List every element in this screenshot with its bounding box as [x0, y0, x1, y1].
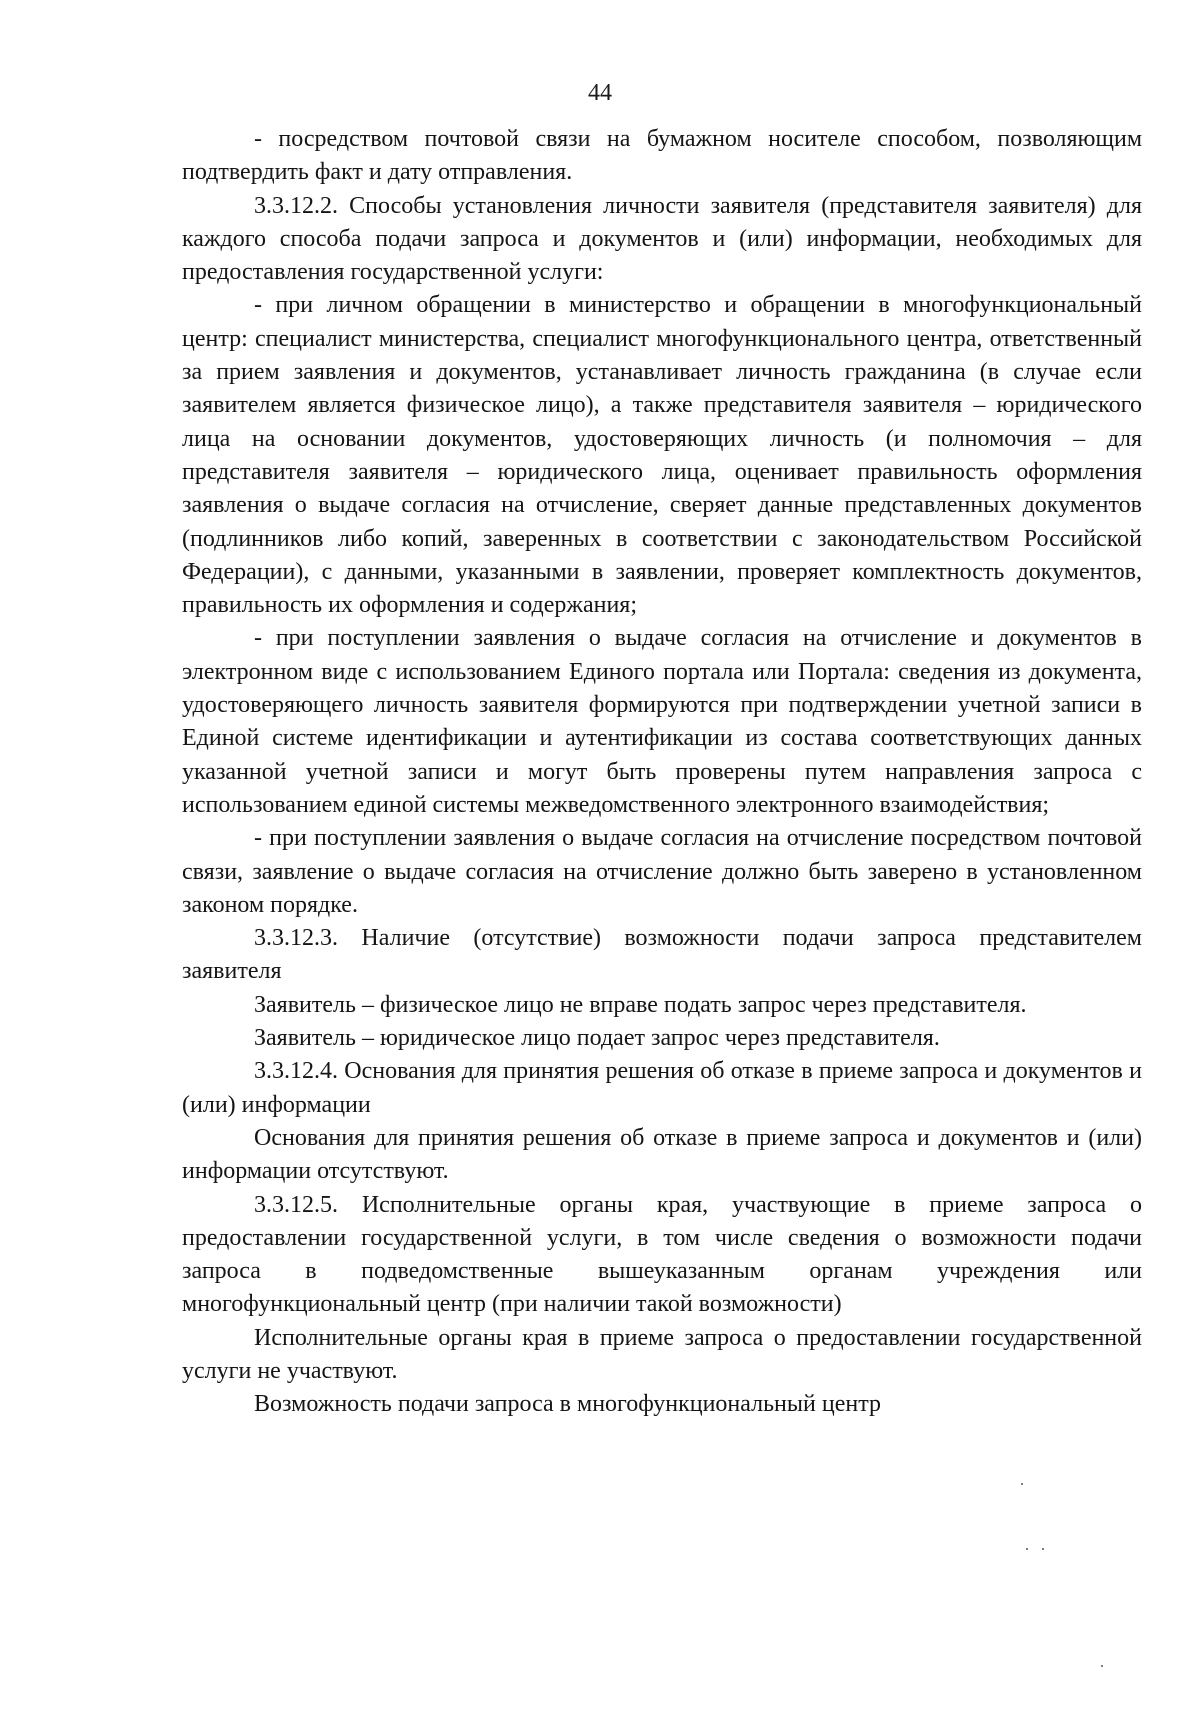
scan-speck: [1101, 1665, 1103, 1667]
paragraph-electronic-submission: - при поступлении заявления о выдаче согласия на отчисление и документов в электронном виде с использованием Единого портала или Портала: сведения из документа, удостоверяющего личность заявителя формируются при подтверждении учетной записи в Единой системе идентификации и аутентификации из состава соответствующих данных указанной учетной записи и могут быть проверены путем направления запроса с использованием единой системы межведомственного электронного взаимодействия;: [182, 625, 1142, 818]
page-number: 44: [588, 80, 612, 106]
paragraph-3-3-12-2: 3.3.12.2. Способы установления личности заявителя (представителя заявителя) для каждого способа подачи запроса и документов и (или) информации, необходимых для предоставления государственной услуги:: [182, 192, 1142, 286]
paragraph-mfc-possibility: Возможность подачи запроса в многофункциональный центр: [254, 1391, 881, 1418]
scan-speck: [1021, 1483, 1023, 1485]
paragraph-no-refusal-grounds: Основания для принятия решения об отказе в приеме запроса и документов и (или) информации отсутствуют.: [182, 1124, 1142, 1185]
scan-speck: [1026, 1548, 1028, 1550]
scan-speck: [1042, 1548, 1044, 1550]
paragraph-3-3-12-5: 3.3.12.5. Исполнительные органы края, участвующие в приеме запроса о предоставлении государственной услуги, в том числе сведения о возможности подачи запроса в подведомственные вышеуказанным органам учреждения или многофункциональный центр (при наличии такой возможности): [182, 1191, 1142, 1318]
paragraph-legal-entity-applicant: Заявитель – юридическое лицо подает запрос через представителя.: [254, 1025, 940, 1052]
paragraph-personal-visit: - при личном обращении в министерство и обращении в многофункциональный центр: специалист министерства, специалист многофункционального центра, ответственный за прием заявления и документов, устанавливает личность гражданина (в случае если заявителем является физическое лицо), а также представителя заявителя – юридического лица на основании документов, удостоверяющих личность (и полномочия – для представителя заявителя – юридического лица, оценивает правильность оформления заявления о выдаче согласия на отчисление, сверяет данные представленных документов (подлинников либо копий, заверенных в соответствии с законодательством Российской Федерации), с данными, указанными в заявлении, проверяет комплектность документов, правильность их оформления и содержания;: [182, 292, 1142, 619]
paragraph-postal-method: - посредством почтовой связи на бумажном носителе способом, позволяющим подтвердить факт и дату отправления.: [182, 126, 1142, 186]
paragraph-individual-applicant: Заявитель – физическое лицо не вправе подать запрос через представителя.: [254, 991, 1027, 1018]
paragraph-postal-submission: - при поступлении заявления о выдаче согласия на отчисление посредством почтовой связи, заявление о выдаче согласия на отчисление должно быть заверено в установленном законом порядке.: [182, 825, 1142, 918]
document-body: [182, 123, 1142, 1422]
paragraph-3-3-12-3: 3.3.12.3. Наличие (отсутствие) возможности подачи запроса представителем заявителя: [182, 925, 1142, 985]
paragraph-3-3-12-4: 3.3.12.4. Основания для принятия решения об отказе в приеме запроса и документов и (или) информации: [182, 1058, 1142, 1118]
paragraph-bodies-not-participating: Исполнительные органы края в приеме запроса о предоставлении государственной услуги не участвуют.: [182, 1324, 1142, 1384]
